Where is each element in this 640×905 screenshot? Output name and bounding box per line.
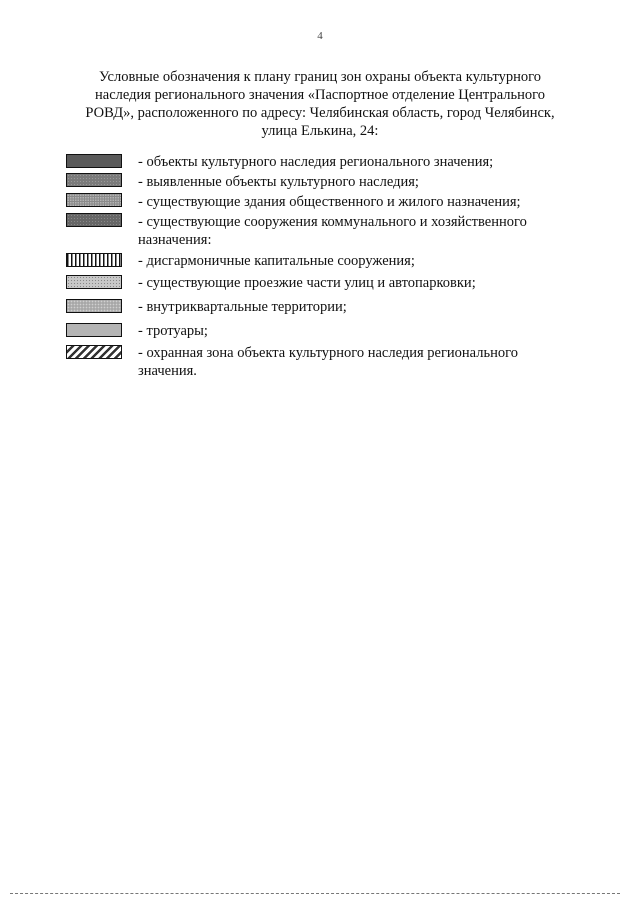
swatch-cultural-heritage: [66, 154, 122, 168]
title-line: РОВД», расположенного по адресу: Челябинская область, город Челябинск,: [85, 105, 555, 121]
legend-label-continuation: назначения:: [138, 232, 212, 248]
swatch-existing-buildings: [66, 193, 122, 207]
legend-label: - выявленные объекты культурного наследия;: [138, 174, 419, 190]
title-line: улица Елькина, 24:: [261, 123, 379, 139]
swatch-protection-zone: [66, 345, 122, 359]
title-line: Условные обозначения к плану границ зон охраны объекта культурного: [99, 69, 541, 85]
legend-label: - существующие здания общественного и жилого назначения;: [138, 194, 521, 210]
swatch-roads-parking: [66, 275, 122, 289]
legend-label: - объекты культурного наследия регионального значения;: [138, 154, 494, 170]
legend-label: - дисгармоничные капитальные сооружения;: [138, 253, 415, 269]
legend-label: - тротуары;: [138, 323, 208, 339]
legend-label: - охранная зона объекта культурного наследия регионального: [138, 345, 518, 361]
swatch-identified-objects: [66, 173, 122, 187]
title-line: наследия регионального значения «Паспортное отделение Центрального: [95, 87, 545, 103]
swatch-communal-structures: [66, 213, 122, 227]
legend-label-continuation: значения.: [138, 363, 197, 379]
legend-title: [62, 68, 578, 140]
legend-label: - существующие проезжие части улиц и автопарковки;: [138, 275, 476, 291]
swatch-disharmonic-structures: [66, 253, 122, 267]
page-number: 4: [317, 30, 323, 42]
legend-label: - существующие сооружения коммунального и хозяйственного: [138, 214, 527, 230]
legend-label: - внутриквартальные территории;: [138, 299, 347, 315]
swatch-sidewalks: [66, 323, 122, 337]
swatch-inner-territories: [66, 299, 122, 313]
bottom-border-line: [10, 893, 620, 894]
